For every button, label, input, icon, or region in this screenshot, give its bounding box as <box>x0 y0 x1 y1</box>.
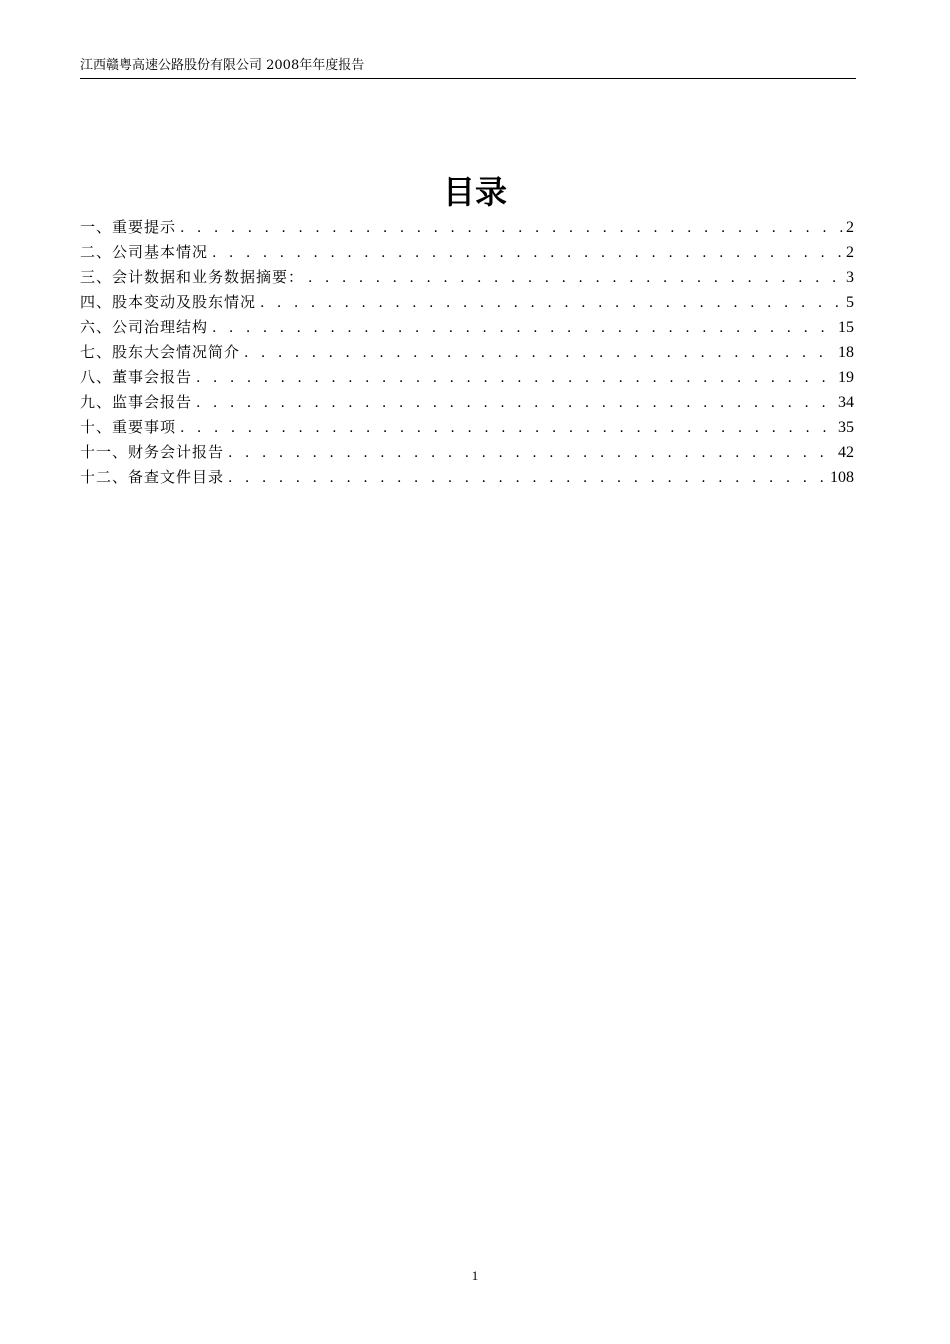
toc-entry-page: 34 <box>838 394 854 411</box>
page-number: 1 <box>471 1268 479 1283</box>
toc-entry-label: 四、股本变动及股东情况 <box>80 293 257 311</box>
toc-entry[interactable] <box>80 340 854 365</box>
toc-leader-dots <box>212 241 844 266</box>
page-header <box>80 58 856 79</box>
toc-leader-dots <box>244 341 836 366</box>
toc-entry-page: 2 <box>846 244 854 261</box>
toc-entry-page: 5 <box>846 294 854 311</box>
toc-entry[interactable] <box>80 240 854 265</box>
toc-entry-label: 八、董事会报告 <box>80 368 193 386</box>
toc-entry-label: 十一、财务会计报告 <box>80 443 225 461</box>
toc-leader-dots <box>228 441 836 466</box>
toc-entry-page: 35 <box>838 419 854 436</box>
toc-entry[interactable] <box>80 265 854 290</box>
toc-entry-label: 六、公司治理结构 <box>80 318 209 336</box>
toc-leader-dots <box>180 416 836 441</box>
toc-entry-page: 15 <box>838 319 854 336</box>
toc-entry-label: 九、监事会报告 <box>80 393 193 411</box>
toc-entry[interactable] <box>80 440 854 465</box>
toc-entry[interactable] <box>80 365 854 390</box>
toc-entry[interactable] <box>80 315 854 340</box>
toc-entry-page: 3 <box>846 269 854 286</box>
toc-entry-page: 19 <box>838 369 854 386</box>
page-title: 目录 <box>442 173 507 211</box>
toc-entry[interactable] <box>80 390 854 415</box>
toc-entry[interactable] <box>80 290 854 315</box>
toc-entry-page: 2 <box>846 219 854 236</box>
toc-entry-label: 一、重要提示 <box>80 218 177 236</box>
toc-leader-dots <box>196 366 836 391</box>
toc-leader-dots <box>260 291 844 316</box>
toc-entry-label: 三、会计数据和业务数据摘要： <box>80 268 305 286</box>
toc-entry-label: 二、公司基本情况 <box>80 243 209 261</box>
toc-leader-dots <box>180 216 844 241</box>
toc-entry-label: 七、股东大会情况简介 <box>80 343 241 361</box>
table-of-contents <box>80 215 854 490</box>
toc-entry-label: 十二、备查文件目录 <box>80 468 225 486</box>
toc-entry-page: 108 <box>830 469 854 486</box>
toc-leader-dots <box>212 316 836 341</box>
toc-entry-page: 42 <box>838 444 854 461</box>
toc-leader-dots <box>308 266 844 291</box>
toc-entry-label: 十、重要事项 <box>80 418 177 436</box>
header-text: 江西赣粤高速公路股份有限公司 2008年年度报告 <box>80 58 365 73</box>
toc-leader-dots <box>228 466 828 491</box>
toc-entry-page: 18 <box>838 344 854 361</box>
toc-entry[interactable] <box>80 465 854 490</box>
toc-entry[interactable] <box>80 215 854 240</box>
toc-leader-dots <box>196 391 836 416</box>
toc-entry[interactable] <box>80 415 854 440</box>
